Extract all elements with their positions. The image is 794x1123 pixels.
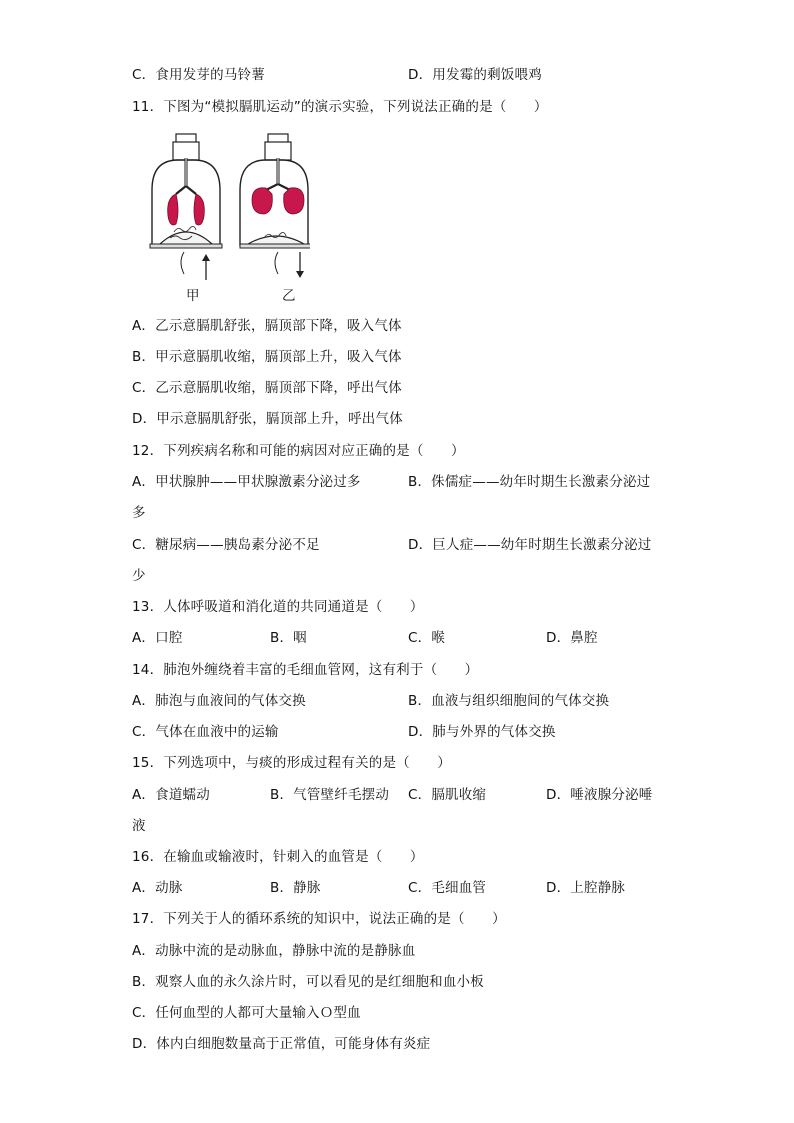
q12-option-b-continued: 多 bbox=[132, 505, 146, 521]
q17-option-a: A．动脉中流的是动脉血，静脉中流的是静脉血 bbox=[132, 943, 416, 959]
q17-option-d: D．体内白细胞数量高于正常值，可能身体有炎症 bbox=[132, 1036, 431, 1052]
q11-stem: 11．下图为“模拟膈肌运动”的演示实验，下列说法正确的是（ ） bbox=[132, 99, 548, 115]
q16-option-a: A．动脉 bbox=[132, 880, 183, 896]
q11-option-d: D．甲示意膈肌舒张，膈顶部上升，呼出气体 bbox=[132, 411, 403, 427]
q15-option-a: A．食道蠕动 bbox=[132, 787, 210, 803]
q14-option-a: A．肺泡与血液间的气体交换 bbox=[132, 693, 306, 709]
q12-stem: 12．下列疾病名称和可能的病因对应正确的是（ ） bbox=[132, 443, 465, 459]
figure-label-yi: 乙 bbox=[282, 288, 296, 304]
q12-option-b: B．侏儒症——幼年时期生长激素分泌过 bbox=[408, 474, 651, 490]
q15-option-b: B．气管壁纤毛摆动 bbox=[270, 787, 390, 803]
q13-option-c: C．喉 bbox=[408, 630, 446, 646]
q13-stem: 13．人体呼吸道和消化道的共同通道是（ ） bbox=[132, 599, 424, 615]
q15-stem: 15．下列选项中，与痰的形成过程有关的是（ ） bbox=[132, 755, 451, 771]
diaphragm-model-svg bbox=[140, 128, 310, 308]
q15-option-d: D．唾液腺分泌唾 bbox=[546, 787, 653, 803]
q12-option-c: C．糖尿病——胰岛素分泌不足 bbox=[132, 537, 320, 553]
jar-yi bbox=[240, 134, 310, 278]
q10-option-c: C．食用发芽的马铃薯 bbox=[132, 67, 265, 83]
q14-option-d: D．肺与外界的气体交换 bbox=[408, 724, 556, 740]
q17-option-b: B．观察人血的永久涂片时，可以看见的是红细胞和血小板 bbox=[132, 974, 484, 990]
q12-option-a: A．甲状腺肿——甲状腺激素分泌过多 bbox=[132, 474, 361, 490]
q17-option-c: C．任何血型的人都可大量输入Ｏ型血 bbox=[132, 1005, 361, 1021]
q12-option-d: D．巨人症——幼年时期生长激素分泌过 bbox=[408, 537, 652, 553]
q10-option-d: D．用发霉的剩饭喂鸡 bbox=[408, 67, 542, 83]
q11-option-a: A．乙示意膈肌舒张，膈顶部下降，吸入气体 bbox=[132, 318, 402, 334]
q14-option-b: B．血液与组织细胞间的气体交换 bbox=[408, 693, 610, 709]
q16-option-d: D．上腔静脉 bbox=[546, 880, 626, 896]
figure-label-jia: 甲 bbox=[186, 288, 200, 304]
q16-stem: 16．在输血或输液时，针刺入的血管是（ ） bbox=[132, 849, 424, 865]
jar-jia bbox=[150, 134, 222, 280]
q17-stem: 17．下列关于人的循环系统的知识中，说法正确的是（ ） bbox=[132, 911, 506, 927]
q13-option-a: A．口腔 bbox=[132, 630, 183, 646]
diaphragm-model-figure bbox=[140, 128, 310, 308]
q16-option-b: B．静脉 bbox=[270, 880, 321, 896]
q14-option-c: C．气体在血液中的运输 bbox=[132, 724, 279, 740]
q11-option-c: C．乙示意膈肌收缩，膈顶部下降，呼出气体 bbox=[132, 380, 402, 396]
q15-option-d-continued: 液 bbox=[132, 818, 146, 834]
q13-option-b: B．咽 bbox=[270, 630, 307, 646]
q16-option-c: C．毛细血管 bbox=[408, 880, 487, 896]
q12-option-d-continued: 少 bbox=[132, 568, 146, 584]
q11-option-b: B．甲示意膈肌收缩，膈顶部上升，吸入气体 bbox=[132, 349, 402, 365]
q14-stem: 14．肺泡外缠绕着丰富的毛细血管网，这有利于（ ） bbox=[132, 662, 479, 678]
q13-option-d: D．鼻腔 bbox=[546, 630, 598, 646]
q15-option-c: C．膈肌收缩 bbox=[408, 787, 487, 803]
